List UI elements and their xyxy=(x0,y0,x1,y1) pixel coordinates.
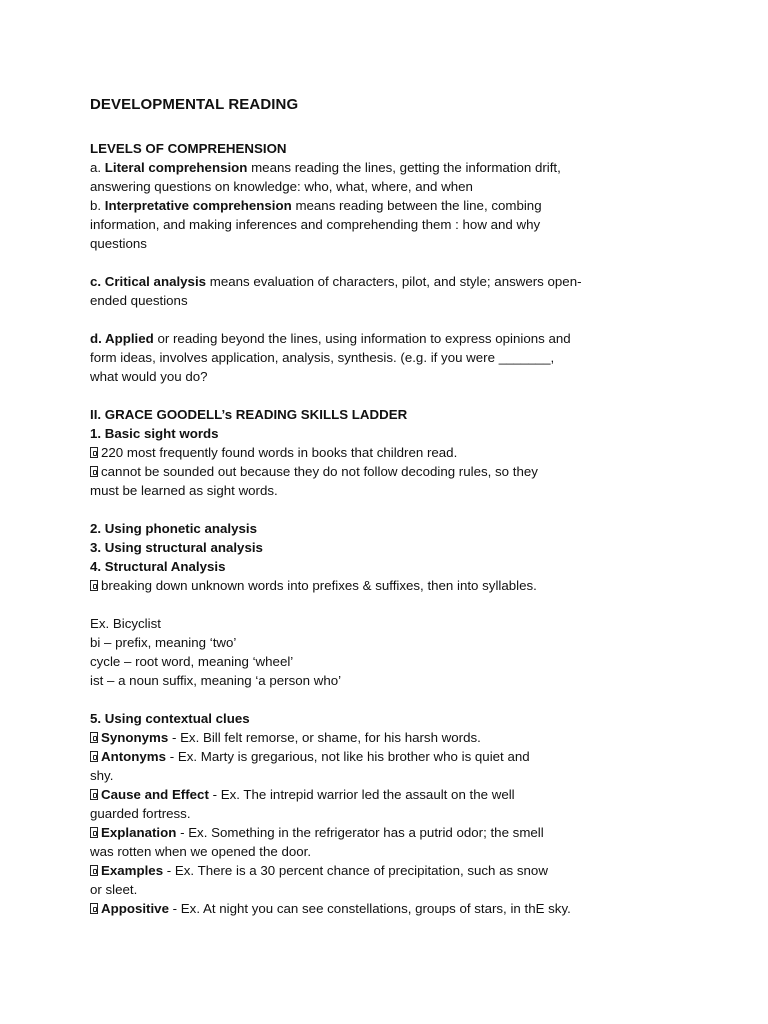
level-a-line-2: answering questions on knowledge: who, what, where, and when xyxy=(90,179,473,194)
level-d-line-2: form ideas, involves application, analysis, synthesis. (e.g. if you were _______, xyxy=(90,350,555,365)
clue-antonyms-cont: shy. xyxy=(90,768,114,783)
missing-glyph-icon xyxy=(90,466,98,477)
clue-cause-effect-cont: guarded fortress. xyxy=(90,806,191,821)
ladder-item-4: 4. Structural Analysis xyxy=(90,559,226,574)
level-a-term: Literal comprehension xyxy=(104,160,248,175)
section-heading-levels: LEVELS OF COMPREHENSION xyxy=(90,141,287,156)
ladder-item-1: 1. Basic sight words xyxy=(90,426,219,441)
level-a-line-1: a. Literal comprehension means reading the lines, getting the information drift, xyxy=(90,160,561,175)
example-heading: Ex. Bicyclist xyxy=(90,616,161,631)
clue-examples: Examples - Ex. There is a 30 percent chance of precipitation, such as snow xyxy=(90,861,610,880)
level-d-line-1: d. Applied or reading beyond the lines, using information to express opinions and xyxy=(90,331,571,346)
level-b-line-1: b. Interpretative comprehension means reading between the line, combing xyxy=(90,198,542,213)
ladder-item-1-bullet-1: 220 most frequently found words in books that children read. xyxy=(90,443,610,462)
level-d-line-3: what would you do? xyxy=(90,369,208,384)
missing-glyph-icon xyxy=(90,580,98,591)
example-line-3: ist – a noun suffix, meaning ‘a person who’ xyxy=(90,673,342,688)
level-b-line-2: information, and making inferences and comprehending them : how and why xyxy=(90,217,541,232)
level-c-line-1: c. Critical analysis means evaluation of characters, pilot, and style; answers open- xyxy=(90,274,582,289)
clue-examples-cont: or sleet. xyxy=(90,882,138,897)
missing-glyph-icon xyxy=(90,789,98,800)
level-c-term: c. Critical analysis xyxy=(90,274,207,289)
missing-glyph-icon xyxy=(90,827,98,838)
level-d-term: d. Applied xyxy=(90,331,154,346)
clue-explanation-cont: was rotten when we opened the door. xyxy=(90,844,312,859)
example-line-2: cycle – root word, meaning ‘wheel’ xyxy=(90,654,294,669)
example-line-1: bi – prefix, meaning ‘two’ xyxy=(90,635,237,650)
ladder-item-5: 5. Using contextual clues xyxy=(90,711,250,726)
missing-glyph-icon xyxy=(90,865,98,876)
ladder-item-3: 3. Using structural analysis xyxy=(90,540,263,555)
level-b-line-3: questions xyxy=(90,236,147,251)
level-c-line-2: ended questions xyxy=(90,293,188,308)
clue-cause-effect: Cause and Effect - Ex. The intrepid warrior led the assault on the well xyxy=(90,785,610,804)
ladder-item-2: 2. Using phonetic analysis xyxy=(90,521,257,536)
level-b-term: Interpretative comprehension xyxy=(104,198,292,213)
document-body xyxy=(90,95,610,918)
ladder-item-1-bullet-2-cont: must be learned as sight words. xyxy=(90,483,278,498)
section-heading-ladder: II. GRACE GOODELL’s READING SKILLS LADDER xyxy=(90,407,408,422)
clue-explanation: Explanation - Ex. Something in the refrigerator has a putrid odor; the smell xyxy=(90,823,610,842)
missing-glyph-icon xyxy=(90,751,98,762)
missing-glyph-icon xyxy=(90,903,98,914)
clue-antonyms: Antonyms - Ex. Marty is gregarious, not like his brother who is quiet and xyxy=(90,747,610,766)
missing-glyph-icon xyxy=(90,447,98,458)
ladder-item-1-bullet-2: cannot be sounded out because they do not follow decoding rules, so they xyxy=(90,462,610,481)
ladder-item-4-bullet-1: breaking down unknown words into prefixes & suffixes, then into syllables. xyxy=(90,576,610,595)
clue-appositive: Appositive - Ex. At night you can see constellations, groups of stars, in thE sky. xyxy=(90,899,610,918)
clue-synonyms: Synonyms - Ex. Bill felt remorse, or shame, for his harsh words. xyxy=(90,728,610,747)
page-title: DEVELOPMENTAL READING xyxy=(90,96,299,113)
missing-glyph-icon xyxy=(90,732,98,743)
